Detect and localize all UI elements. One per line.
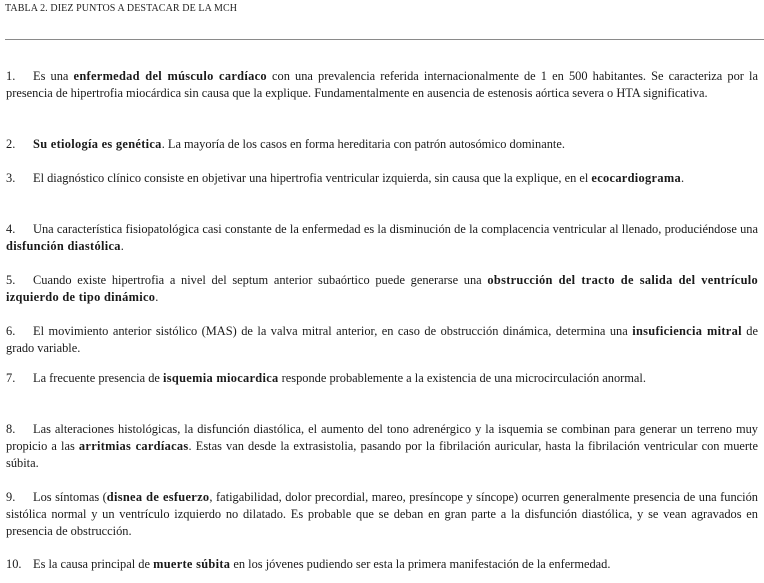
item-text-4-0: Cuando existe hipertrofia a nivel del septum anterior subaórtico puede generarse una	[33, 273, 488, 287]
item-text-6-2: responde probablemente a la existencia de una microcirculación anormal.	[278, 371, 646, 385]
list-item	[6, 272, 758, 306]
item-text-7-2: . Estas van desde la extrasistolia, pasando por la fibrilación auricular, hasta la fibrilación ventricular con muerte súbita.	[6, 439, 758, 470]
item-highlight: disnea de esfuerzo	[106, 490, 210, 504]
list-item	[6, 489, 758, 540]
item-text-9-2: en los jóvenes pudiendo ser esta la primera manifestación de la enfermedad.	[230, 557, 611, 571]
document-title: TABLA 2. DIEZ PUNTOS A DESTACAR DE LA MCH	[5, 3, 238, 14]
item-highlight: Su etiología es genética	[33, 137, 162, 151]
item-text-0-0: Es una	[33, 69, 74, 83]
item-number: 9.	[6, 490, 16, 504]
item-number: 3.	[6, 171, 16, 185]
list-item	[6, 370, 758, 387]
list-item	[6, 323, 758, 357]
item-number: 8.	[6, 422, 16, 436]
item-text-7-0: Las alteraciones histológicas, la disfunción diastólica, el aumento del tono adrenérgico y la isquemia se combinan para generar un terreno muy propicio a las	[6, 422, 758, 453]
list-item	[6, 221, 758, 255]
item-text-3-0: Una característica fisiopatológica casi constante de la enfermedad es la disminución de la complacencia ventricular al llenado, produciéndose una	[33, 222, 758, 236]
item-text-0-2: con una prevalencia referida internacionalmente de 1 en 500 habitantes. Se caracteriza por la presencia de hipertrofia miocárdica sin causa que la explique. Fundamentalmente en ausencia de estenosis aórtica severa o HTA significativa.	[6, 69, 758, 100]
list-item	[6, 556, 758, 573]
item-text-8-2: , fatigabilidad, dolor precordial, mareo, presíncope y síncope) ocurren generalmente presencia de una función sistólica normal y un ventrículo izquierdo no dilatado. Es probable que se deban en gran parte a la disfunción diastólica, y se vean agravados en presencia de obstrucción.	[6, 490, 758, 538]
item-text-2-0: El diagnóstico clínico consiste en objetivar una hipertrofia ventricular izquierda, sin causa que la explique, en el	[33, 171, 592, 185]
item-text-9-0: Es la causa principal de	[33, 557, 154, 571]
item-text-4-2: .	[155, 290, 159, 304]
item-highlight: muerte súbita	[153, 557, 231, 571]
item-number: 7.	[6, 371, 16, 385]
list-item	[6, 170, 758, 187]
item-number: 1.	[6, 69, 16, 83]
item-text-5-2: de grado variable.	[6, 324, 758, 355]
list-item	[6, 421, 758, 472]
item-highlight: obstrucción del tracto de salida del ventrículo izquierdo de tipo dinámico	[6, 273, 758, 304]
item-number: 4.	[6, 222, 16, 236]
list-item	[6, 136, 758, 153]
item-highlight: disfunción diastólica	[6, 239, 121, 253]
item-text-2-2: .	[680, 171, 685, 185]
item-highlight: insuficiencia mitral	[632, 324, 742, 338]
item-number: 5.	[6, 273, 16, 287]
item-highlight: enfermedad del músculo cardíaco	[73, 69, 267, 83]
item-number: 10.	[6, 557, 22, 571]
item-number: 2.	[6, 137, 16, 151]
item-highlight: arritmias cardíacas	[78, 439, 189, 453]
title-divider	[5, 39, 764, 40]
item-text-8-0: Los síntomas (	[33, 490, 107, 504]
item-highlight: ecocardiograma	[591, 171, 681, 185]
item-number: 6.	[6, 324, 16, 338]
item-highlight: isquemia miocardica	[163, 371, 279, 385]
item-text-3-2: .	[120, 239, 124, 253]
item-text-5-0: El movimiento anterior sistólico (MAS) de la valva mitral anterior, en caso de obstrucción dinámica, determina una	[33, 324, 633, 338]
list-item	[6, 68, 758, 102]
item-text-6-0: La frecuente presencia de	[33, 371, 164, 385]
item-text-1-1: . La mayoría de los casos en forma hereditaria con patrón autosómico dominante.	[161, 137, 565, 151]
